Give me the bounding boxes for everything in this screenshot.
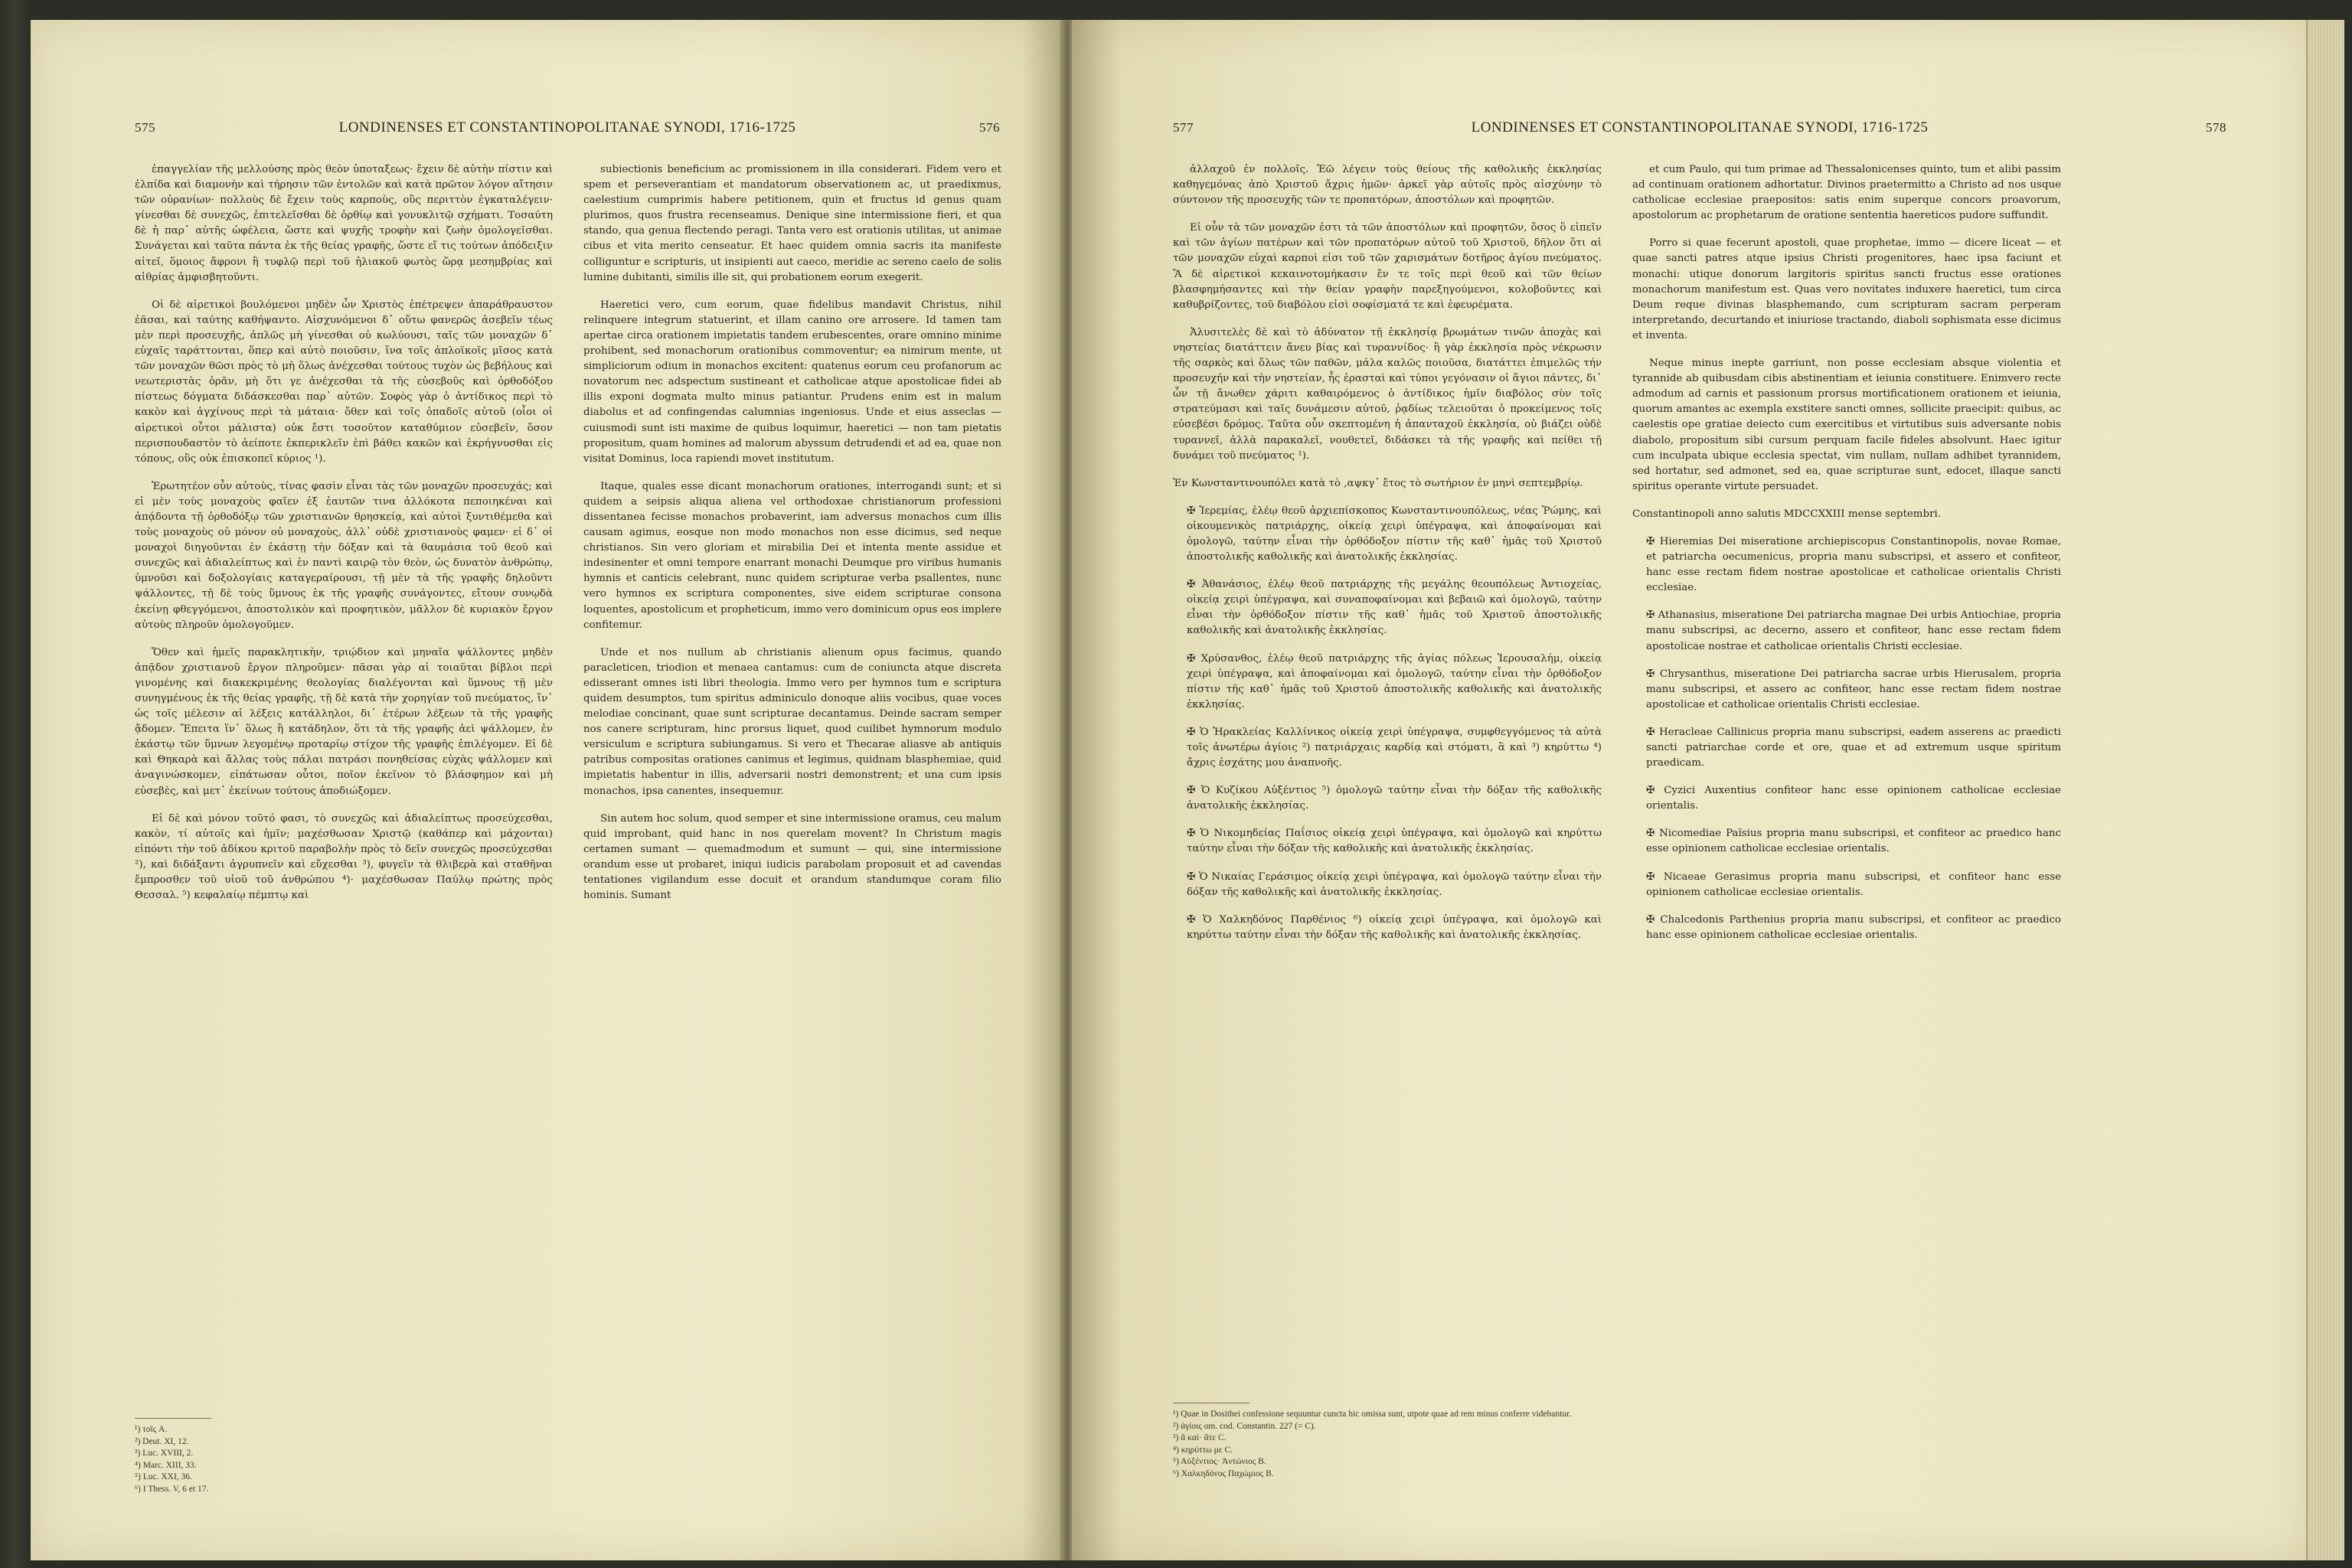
footnote: ⁵) Αὐξέντιος· Ἀντώνιος B. xyxy=(1173,1457,1266,1466)
page-number: 576 xyxy=(979,120,1000,135)
latin-paragraph: Sin autem hoc solum, quod semper et sine intermissione oramus, ceu malum quid improbant, quid hanc in nos querelam movent? In Christum magis certamen sumant — quemadmodum et sumunt — qui, sine intermissione orandum esse ut probaret, iniqui iudicis parabolam proposuit et ad cavendas tentationes vigilandum esse docuit et orandum standumque coram filio hominis. Sumant xyxy=(583,812,1001,902)
page-number: 577 xyxy=(1173,120,1194,135)
greek-paragraph: Ἐρωτητέον οὖν αὐτοὺς, τίνας φασὶν εἶναι τὰς τῶν μοναχῶν προσευχάς; καὶ εἰ μὲν τοὺς μοναχοὺς φαῖεν ἐξ ἑαυτῶν τινα ἀλλόκοτα πεποιηκέναι καὶ ἀπᾴδοντα τῇ ὀρθοδόξῳ τῶν χριστιανῶν θρησκείᾳ, καὶ αὐτοὶ ξυντιθέμεθα καὶ τοὺς μοναχοὺς οὐ μόνον οὐ μοναχοὺς, ἀλλ᾽ οὐδὲ χριστιανοὺς φαμεν· εἰ δ᾽ οἱ μοναχοὶ διηγοῦνται ἐν ἑκάστῃ τὴν δόξαν καὶ τὰ θαυμάσια τοῦ θεοῦ καὶ συνεχῶς καὶ ἀδιαλείπτως καὶ ἐν παντὶ καιρῷ τὸν θεὸν, ὡς δυνατὸν ἀνθρώπῳ, ὑμνοῦσι καὶ δοξολογίαις καταγεραίρουσι, τῇ μὲν τὰ τῆς γραφῆς δηλοῦντι ψάλλοντες, τῇ δὲ τοὺς ὕμνους ἐκ τῆς γραφῆς συνάγοντες, εἴτουν συνῳδὰ ἐκείνῃ φθεγγόμενοι, ἀποστολικὸν καὶ προφητικὸν, μᾶλλον δὲ κυριακὸν ἔργον αὐτοὺς πληροῦν ὁμολογοῦμεν. xyxy=(135,480,553,631)
right-footnotes xyxy=(1173,1409,1586,1480)
greek-paragraph: Ὅθεν καὶ ἡμεῖς παρακλητικὴν, τριῴδιον καὶ μηναῖα ψάλλοντες μηδὲν ἀπᾷδον χριστιανοῦ ἔργον πληροῦμεν· πᾶσαι γὰρ αἱ τοιαῦται βίβλοι περὶ γινομένης καὶ διακεκριμένης θεολογίας διαλέγονται καὶ ὕμνους τῇ μὲν συνηγμένους ἐκ τῆς θείας γραφῆς, τῇ δὲ κατὰ τὴν χορηγίαν τοῦ πνεύματος, ἵν᾽ ὡς τοῖς μέλεσιν αἱ λέξεις κατάλληλοι, δι᾽ ἑτέρων λέξεων τὰ τῆς γραφῆς ᾄδομεν. Ἔπειτα ἵν᾽ ὅλως ἢ κατάδηλον, ὅτι τὰ τῆς γραφῆς ἀεὶ ψάλλομεν, ἐν ἑκάστῳ τῶν ὕμνων λεγομένῳ προταρίῳ στίχον τῆς γραφῆς ἐπιλέγομεν. Εἰ δὲ καὶ Θηκαρὰ καὶ ἄλλας τοὺς πάλαι πατράσι πονηθείσας εὐχὰς ψάλλομεν καὶ ἀναγινώσκομεν, εἰπάτωσαν οὗτοι, ποῖον ἐκεῖνον τὸ βλάσφημον καὶ μὴ εὐσεβὲς, καὶ μετ᾽ ἐκείνων τούτους ἀποδιώξομεν. xyxy=(135,646,553,797)
greek-paragraph: ✠ Ὁ Νικομηδείας Παΐσιος οἰκείᾳ χειρὶ ὑπέγραψα, καὶ ὁμολογῶ καὶ κηρύττω ταύτην εἶναι τὴν δόξαν τῆς καθολικῆς καὶ ἀνατολικῆς ἐκκλησίας. xyxy=(1187,828,1602,855)
footnote: ³) ἃ καὶ· ἅτε C. xyxy=(1173,1433,1227,1442)
latin-paragraph: ✠ Hieremias Dei miseratione archiepiscopus Constantinopolis, novae Romae, et patriarcha oecumenicus, propria manu subscripsi, et assero et confiteor, hanc esse rectam fidem nostrae apostolicae et catholicae orientalis Christi ecclesiae. xyxy=(1646,535,2061,594)
footnote-rule xyxy=(135,1418,211,1419)
greek-paragraph: ✠ Ὁ Χαλκηδόνος Παρθένιος ⁶) οἰκείᾳ χειρὶ ὑπέγραψα, καὶ ὁμολογῶ καὶ κηρύττω ταύτην εἶναι τὴν δόξαν τῆς καθολικῆς καὶ ἀνατολικῆς ἐκκλησίας. xyxy=(1187,913,1602,941)
latin-paragraph: ✠ Nicaeae Gerasimus propria manu subscripsi, et confiteor hanc esse opinionem catholicae ecclesiae orientalis. xyxy=(1646,871,2061,898)
footnote: ²) ἁγίοις om. cod. Constantin. 227 (= C). xyxy=(1173,1421,1316,1431)
latin-paragraph: ✠ Heracleae Callinicus propria manu subscripsi, eadem asserens ac praedicti sancti patriarchae corde et ore, quae et ad extremum usque spiritum praedicam. xyxy=(1646,726,2061,769)
left-greek-column xyxy=(135,162,553,916)
greek-paragraph: Οἱ δὲ αἱρετικοὶ βουλόμενοι μηδὲν ὧν Χριστὸς ἐπέτρεψεν ἀπαράθραυστον ἐᾶσαι, καὶ ταύτης καθήψαντο. Αἰσχυνόμενοι δ᾽ οὕτω φανερῶς ἀσεβεῖν τέως μὲν περὶ προσευχῆς, ἁπλῶς μὴ γίνεσθαι οὐ κωλύουσι, ταῖς τῶν μοναχῶν δ᾽ εὐχαῖς ταράττονται, ὅπερ καὶ αὐτὸ ποιοῦσιν, ἵνα τοῖς ἁπλοϊκοῖς μῖσος κατὰ τῶν μοναχῶν θῶσι πρὸς τὸ μὴ ὅλως ἀνέχεσθαι τούτους τυχὸν ὡς βεβήλους καὶ νεωτεριστὰς ὁρᾶν, μὴ ὅτι γε ἀνέχεσθαι τὰ τῆς εὐσεβοῦς καὶ ὀρθοδόξου πίστεως δόγματα διδάσκεσθαι παρ᾽ αὐτῶν. Σοφὸς γὰρ ὁ ἀντίδικος περὶ τὸ κακὸν καὶ ἀγχίνους περὶ τὰ μάταια· ὅθεν καὶ τοῖς ὁπαδοῖς αὐτοῦ (οἷοι οἱ αἱρετικοὶ οὗτοι μάλιστα) οὐκ ἔστι τοσοῦτον καταθύμιον εὐσεβεῖν, ὅσον περισπουδαστὸν τὸ ἀείποτε ἐκπερικλεῖν ἐπὶ βάθει κακῶν καὶ ἐκρήγνυσθαι εἰς τόπους, οὓς οὐκ ἐπισκοπεῖ κύριος ¹). xyxy=(135,299,553,465)
latin-paragraph: Haeretici vero, cum eorum, quae fidelibus mandavit Christus, nihil relinquere integrum statuerint, et illam canino ore arrosere. Id tamen tam apertae circa orationem impietatis tandem erubescentes, orare omnino minime prohibent, sed monachorum orationibus commoventur; ea nimirum mente, ut simpliciorum odium in monachos excitent: quatenus eorum ceu profanorum ac novatorum nec adspectum sustineant et catholicae atque apostolicae fidei ab illis exponi dogmata multo minus patiantur. Prudens enim est in malum diabolus et ad confingendas calumnias ingeniosus. Unde et eius asseclas — cuiusmodi sunt isti maxime de quibus loquimur, haeretici — non tam pietatis propositum, quam homines ad malorum abyssum detrudendi et ad ea, quae non visitat Dominus, loca rapiendi movet institutum. xyxy=(583,299,1001,465)
left-running-header xyxy=(135,119,1000,147)
footnote: ¹) Quae in Dosithei confessione sequuntur cuncta hic omissa sunt, utpote quae ad rem minus conferre videbantur. xyxy=(1173,1410,1572,1419)
greek-paragraph: ἀλλαχοῦ ἐν πολλοῖς. Ἐῶ λέγειν τοὺς θείους τῆς καθολικῆς ἐκκλησίας καθηγεμόνας ἀπὸ Χριστοῦ ἄχρις ἡμῶν· ἀρκεῖ γὰρ αὐτοῖς πρὸς αἰσχύνην τὸ σύντονον τῆς προσευχῆς τῶν τε προπατόρων, ἀποστόλων καὶ προφητῶν. xyxy=(1173,164,1602,207)
running-title: LONDINENSES ET CONSTANTINOPOLITANAE SYNODI, 1716-1725 xyxy=(338,119,796,136)
left-latin-column xyxy=(583,162,1001,916)
latin-paragraph: Itaque, quales esse dicant monachorum orationes, interrogandi sunt; et si quidem a seipsis aliqua aliena vel orthodoxae christianorum professioni dissentanea fecisse monachos probaverint, iam adversus monachos cum illis causam agimus, eosque non modo monachos non esse dicimus, sed neque christianos. Sin vero gloriam et mirabilia Dei et intenta mente assidue et indesinenter et omni tempore enarrant monachi Deumque pro viribus humanis hymnis et canticis celebrant, nunc quidem scripturae verba psallentes, nunc vero hymnos ex scriptura componentes, sive eidem scripturae consona loquentes, apostolicum et propheticum, immo vero dominicum opus eos implere confitemur. xyxy=(583,480,1001,631)
latin-paragraph: et cum Paulo, qui tum primae ad Thessalonicenses quinto, tum et alibi passim ad continuam orationem adhortatur. Divinos praetermitto a Christo ad nos usque catholicae ecclesiae praepositos: satis enim superque concors proavorum, apostolorum ac prophetarum de oratione sententia haereticos pudore suffundit. xyxy=(1632,164,2061,222)
right-running-header xyxy=(1173,119,2226,147)
latin-paragraph: ✠ Chalcedonis Parthenius propria manu subscripsi, et confiteor ac praedico hanc esse opinionem catholicae ecclesiae orientalis. xyxy=(1646,913,2061,941)
page-number: 578 xyxy=(2206,120,2226,135)
greek-paragraph: ✠ Ὁ Νικαίας Γεράσιμος οἰκείᾳ χειρὶ ὑπέγραψα, καὶ ὁμολογῶ ταύτην εἶναι τὴν δόξαν τῆς καθολικῆς καὶ ἀνατολικῆς ἐκκλησίας. xyxy=(1187,871,1602,898)
greek-paragraph: ἐπαγγελίαν τῆς μελλούσης πρὸς θεὸν ὑποταξεως· ἔχειν δὲ αὐτὴν πίστιν καὶ ἐλπίδα καὶ διαμονὴν καὶ τήρησιν τῶν ἐντολῶν καὶ κατὰ πρῶτον λόγον αἴτησιν τῶν οὐρανίων· πολλοὺς δὲ ἔχειν τοὺς καρποὺς, οὓς περιττὸν ἐγκαταλέγειν· γίνεσθαι δὲ συνεχῶς, ἐπιτελεῖσθαι δὲ ὀρθίῳ καὶ γονυκλιτῷ σχήματι. Τοσαύτη δὲ ἡ παρ᾽ αὐτῆς ὠφέλεια, ὥστε καὶ ψυχῆς τροφὴν καὶ ζωὴν ὁμολογεῖσθαι. Συνάγεται καὶ ταῦτα πάντα ἐκ τῆς θείας γραφῆς, ὥστε εἴ τις τούτων ἀπόδειξιν αἰτεῖ, ὅμοιος ἄφρονι ἢ τυφλῷ περὶ τοῦ ἡλιακοῦ φωτὸς ὥρᾳ μεσημβρίας καὶ αἰθρίας ἀμφισβητοῦντι. xyxy=(135,164,553,283)
greek-paragraph: ✠ Χρύσανθος, ἐλέῳ θεοῦ πατριάρχης τῆς ἁγίας πόλεως Ἱερουσαλήμ, οἰκείᾳ χειρὶ ὑπέγραψα, καὶ ἀποφαίνομαι καὶ ὁμολογῶ, ταύτην εἶναι τὴν ὀρθόδοξον πίστιν τῆς καθ᾽ ἡμᾶς τοῦ Χριστοῦ ἀποστολικῆς καθολικῆς καὶ ἀνατολικῆς ἐκκλησίας. xyxy=(1187,652,1602,710)
latin-paragraph: subiectionis beneficium ac promissionem in illa considerari. Fidem vero et spem et perseverantiam et mandatorum observationem ac, ut praedixmus, caelestium cumprimis habere petitionem, quin et fructus id genus quam plurimos, quos frustra recenseamus. Denique sine intermissione fieri, et qua stando, qua genua flectendo peragi. Tanta vero est orationis utilitas, ut animae cibus et vita merito censeatur. Et haec quidem omnia sacris ita manifeste colliguntur e scripturis, ut insipienti aut caeco, meridie ac sereno caelo de solis lumine dubitanti, similis ille sit, qui probationem eorum exegerit. xyxy=(583,164,1001,283)
footnote: ⁵) Luc. XXI, 36. xyxy=(135,1472,192,1481)
latin-paragraph: ✠ Chrysanthus, miseratione Dei patriarcha sacrae urbis Hierusalem, propria manu subscripsi, et assero ac confiteor, hanc esse rectam fidem nostrae apostolicae et catholicae orientalis Christi ecclesiae. xyxy=(1646,668,2061,710)
latin-paragraph: ✠ Cyzici Auxentius confiteor hanc esse opinionem catholicae ecclesiae orientalis. xyxy=(1646,785,2061,812)
right-latin-column xyxy=(1632,162,2061,956)
left-page xyxy=(31,20,1063,1560)
latin-paragraph: ✠ Nicomediae Païsius propria manu subscripsi, et confiteor ac praedico hanc esse opinionem catholicae ecclesiae orientalis. xyxy=(1646,828,2061,855)
right-greek-column xyxy=(1173,162,1602,956)
greek-paragraph: Ἐν Κωνσταντινουπόλει κατὰ τὸ ,αψκγ᾽ ἔτος τὸ σωτήριον ἐν μηνὶ σεπτεμβρίῳ. xyxy=(1173,477,1583,489)
footnote: ²) Deut. XI, 12. xyxy=(135,1436,189,1446)
footnote: ⁴) Marc. XIII, 33. xyxy=(135,1460,197,1470)
greek-paragraph: ✠ Ὁ Κυζίκου Αὐξέντιος ⁵) ὁμολογῶ ταύτην εἶναι τὴν δόξαν τῆς καθολικῆς ἀνατολικῆς ἐκκλησίας. xyxy=(1187,785,1602,812)
greek-paragraph: ✠ Ὁ Ἡρακλείας Καλλίνικος οἰκείᾳ χειρὶ ὑπέγραψα, συμφθεγγόμενος τὰ αὐτὰ τοῖς ἀνωτέρω ἁγίοις ²) πατριάρχαις καρδίᾳ καὶ στόματι, ἃ καὶ ³) κηρύττω ⁴) ἄχρις ἐσχάτης μου ἀναπνοῆς. xyxy=(1187,726,1602,769)
greek-paragraph: Εἰ οὖν τὰ τῶν μοναχῶν ἐστι τὰ τῶν ἀποστόλων καὶ προφητῶν, ὅσος ὃ εἰπεῖν καὶ τῶν ἁγίων πατέρων καὶ τῶν προπατόρων αὐτοῦ τοῦ Χριστοῦ, δῆλον ὅτι αἱ τῶν μοναχῶν εὐχαὶ καρποὶ εἰσι τοῦ τῶν χαρισμάτων δοτῆρος ἁγίου πνεύματος. Ἃ δὲ αἱρετικοὶ κεκαινοτομήκασιν ἔν τε τοῖς περὶ θεοῦ καὶ τῶν θείων βλασφημήσαντες καὶ τὴν θείαν γραφὴν παρεξηγούμενοι, κολοβοῦντες καὶ καθυβρίζοντες, τοῦ διαβόλου εἰσὶ σοφίσματά τε καὶ ἐφευρέματα. xyxy=(1173,222,1602,311)
greek-paragraph: ✠ Ἱερεμίας, ἐλέῳ θεοῦ ἀρχιεπίσκοπος Κωνσταντινουπόλεως, νέας Ῥώμης, καὶ οἰκουμενικὸς πατριάρχης, οἰκείᾳ χειρὶ ὑπέγραψα, καὶ ἀποφαίνομαι καὶ ὁμολογῶ, ταύτην εἶναι τὴν ὀρθόδοξον πίστιν τῆς καθ᾽ ἡμᾶς τοῦ Χριστοῦ ἀποστολικῆς καθολικῆς καὶ ἀνατολικῆς ἐκκλησίας. xyxy=(1187,505,1602,564)
footnote: ¹) τοῖς A. xyxy=(135,1425,168,1434)
greek-paragraph: ✠ Ἀθανάσιος, ἐλέῳ θεοῦ πατριάρχης τῆς μεγάλης θεουπόλεως Ἀντιοχείας, οἰκείᾳ χειρὶ ὑπέγραψα, καὶ συναποφαίνομαι καὶ βεβαιῶ καὶ ὁμολογῶ, ταύτην εἶναι τὴν ὀρθόδοξον πίστιν τῆς καθ᾽ ἡμᾶς τοῦ Χριστοῦ ἀποστολικῆς καθολικῆς καὶ ἀνατολικῆς ἐκκλησίας. xyxy=(1187,579,1602,637)
running-title: LONDINENSES ET CONSTANTINOPOLITANAE SYNODI, 1716-1725 xyxy=(1471,119,1929,136)
footnote: ⁶) I Thess. V, 6 et 17. xyxy=(135,1484,209,1494)
greek-paragraph: Ἀλυσιτελὲς δὲ καὶ τὸ ἀδύνατον τῇ ἐκκλησίᾳ βρωμάτων τινῶν ἀποχὰς καὶ νηστείας διατάττειν ἄνευ βίας καὶ τυραννίδος· ἢ γὰρ ἐκκλησία πρὸς νέκρωσιν τῆς σαρκὸς καὶ ὅλως τῶν παθῶν, μάλα καλῶς ποιοῦσα, διατάττει ἐπιμελῶς τήν προσευχήν καὶ τὴν νηστείαν, ἧς ἐρασταὶ καὶ τύποι γεγόνασιν οἱ ἅγιοι πάντες, δι᾽ ὧν τῇ ἄνωθεν χάριτι καθαιρόμενος ὁ ἀντίδικος ἡμῖν διαβόλος σὺν τοῖς στρατεύμασι καὶ ταῖς δυνάμεσιν αὐτοῦ, ῥᾳδίως τελειοῦται ὁ προκείμενος τοῖς εὐσεβέσι δρόμος. Ταῦτα οὖν σκεπτομένη ἡ ἁπανταχοῦ ἐκκλησία, οὐ βιάζει οὐδὲ τυραννεῖ, ἀλλὰ παρακαλεῖ, νουθετεῖ, διδάσκει τὰ τῆς γραφῆς καὶ πείθει τῇ δυνάμει τοῦ πνεύματος ¹). xyxy=(1173,326,1602,462)
latin-paragraph: ✠ Athanasius, miseratione Dei patriarcha magnae Dei urbis Antiochiae, propria manu subscripsi, ac decerno, assero et confiteor, hanc esse rectam fidem apostolicae nostrae et catholicae orientalis Christi ecclesiae. xyxy=(1646,609,2061,652)
footnote: ⁴) κηρύττω με C. xyxy=(1173,1445,1233,1455)
page-number: 575 xyxy=(135,120,155,135)
footnote: ³) Luc. XVIII, 2. xyxy=(135,1449,194,1458)
latin-paragraph: Constantinopoli anno salutis MDCCXXIII mense septembri. xyxy=(1632,508,1942,520)
right-page xyxy=(1072,20,2306,1560)
latin-paragraph: Unde et nos nullum ab christianis alienum opus facimus, quando paracleticen, triodion et menaea cantamus: cum de coniuncta atque discreta edisserant omnes isti libri theologia. Immo vero per hymnos tum e scriptura quidem desumptos, tum spiritus adminiculo donoque aliis vocibus, quae voces melodiae concinant, quae sunt scripturae decantamus. Deinde sacram semper nos canere scripturam, hinc prorsus liquet, quod cuilibet hymnorum modulo versiculum e scriptura subiungamus. Si vero et Thecarae aliasve ab antiquis patribus compositas orationes canimus et legimus, quidnam blasphemiae, quid impietatis habentur in illis, adversarii nostri demonstrent; et una cum ipsis monachos, ipsa canentes, insequemur. xyxy=(583,646,1001,797)
footnote: ⁶) Χαλκηδόνος Παχώμιος B. xyxy=(1173,1468,1274,1478)
latin-paragraph: Porro si quae fecerunt apostoli, quae prophetae, immo — dicere liceat — et quae sancti patres atque ipsius Christi progenitores, haec ipsa faciunt et monachi: utique donorum largitoris spiritus sancti fructus esse orationes monachorum manifestum est. Quas vero novitates induxere haeretici, tum circa Deum reque divinas blasphemando, cum scripturam sacram perperam interpretando, decurtando et iniuriose tractando, diaboli sophismata esse dicimus et inventa. xyxy=(1632,237,2061,341)
latin-paragraph: Neque minus inepte garriunt, non posse ecclesiam absque violentia et tyrannide ab quibusdam cibis abstinentiam et ieiunia constituere. Enimvero recte admodum ad carnis et passionum prorsus mortificationem orationem et ieiunia, quorum amantes ac exempla exstitere sancti omnes, sollicite praecipit: quibus, ac caelestis ope gratiae deiecto cum exercitibus et virtutibus suis adversante nobis diabolo, propositum sibi cursum perquam facile fideles absolvunt. Haec igitur cum inculpata ubique ecclesia spectat, vim nullam, nullam adhibet tyrannidem, sed hortatur, sed admonet, sed ea, quae scripturae sunt, edocet, illaque sancti spiritus operante virtute persuadet. xyxy=(1632,358,2061,492)
greek-paragraph: Εἰ δὲ καὶ μόνον τοῦτό φασι, τὸ συνεχῶς καὶ ἀδιαλείπτως προσεύχεσθαι, κακὸν, τί αὐτοῖς καὶ ἡμῖν; μαχέσθωσαν Χριστῷ (καθάπερ καὶ μάχονται) εἰπόντι τὴν τοῦ ἀδίκου κριτοῦ παραβολὴν πρὸς τὸ δεῖν συνεχῶς προσεύχεσθαι ²), καὶ διδάξαντι ἀγρυπνεῖν καὶ εὔχεσθαι ³), φυγεῖν τὰ θλιβερὰ καὶ σταθῆναι ἔμπροσθεν τοῦ υἱοῦ τοῦ ἀνθρώπου ⁴)· μαχέσθωσαν Παύλῳ πρώτης πρὸς Θεσσαλ. ⁵) κεφαλαίῳ πέμπτῳ καὶ xyxy=(135,812,553,902)
left-footnotes xyxy=(135,1424,441,1495)
page-block-edge xyxy=(2306,20,2344,1560)
